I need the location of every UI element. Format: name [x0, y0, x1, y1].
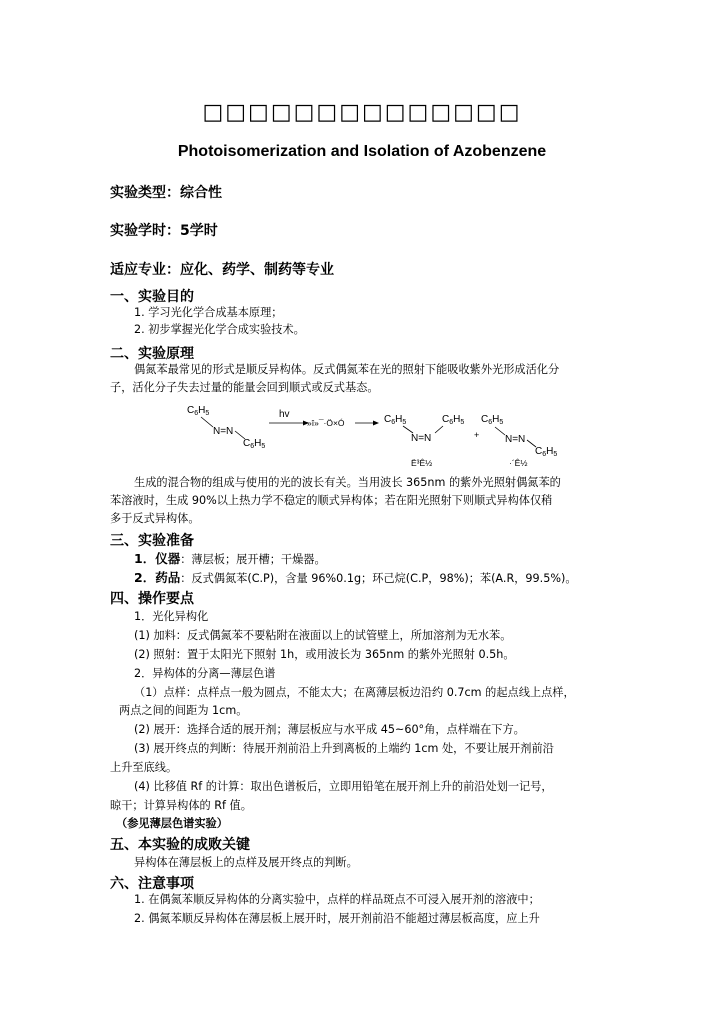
subheading: 2．异构体的分离—薄层色谱	[134, 667, 276, 680]
section-heading-notes: 六、注意事项	[110, 876, 194, 892]
document-title-cn: □□□□□□□□□□□□□□	[202, 100, 522, 125]
meta-applicable-majors: 适应专业：应化、药学、制药等专业	[110, 262, 334, 278]
meta-experiment-hours: 实验学时：5学时	[110, 223, 218, 239]
paragraph-line: 异构体在薄层板上的点样及展开终点的判断。	[134, 856, 358, 869]
azo-group-label: N=N	[213, 426, 234, 437]
svg-text:N=N: N=N	[505, 434, 526, 445]
procedure-line: 晾干；计算异构体的 Rf 值。	[110, 799, 252, 812]
hv-label: hv	[279, 409, 290, 420]
procedure-line: (1) 加料：反式偶氮苯不要粘附在液面以上的试管壁上，所加溶剂为无水苯。	[134, 629, 512, 642]
document-title-en: Photoisomerization and Isolation of Azobenzene	[177, 143, 547, 160]
list-item: 2. 偶氮苯顺反异构体在薄层板上展开时，展开剂前沿不能超过薄层板高度，应上升	[134, 912, 540, 925]
cis-label: Ë³Ê½	[411, 458, 433, 468]
phenyl-label: $C_6H_5$	[187, 405, 210, 417]
section-heading-procedure: 四、操作要点	[110, 591, 194, 607]
trans-azobenzene-product	[481, 414, 557, 468]
reaction-scheme-diagram	[185, 403, 575, 475]
instrument-text: ：薄层板；展开槽；干燥器。	[180, 553, 326, 566]
list-item: 1. 在偶氮苯顺反异构体的分离实验中，点样的样品斑点不可浸入展开剂的溶液中；	[134, 893, 540, 906]
section-heading-purpose: 一、实验目的	[110, 289, 194, 305]
procedure-line: （1）点样：点样点一般为圆点，不能太大；在离薄层板边沿约 0.7cm 的起点线上点样，	[134, 686, 575, 699]
paragraph-line: 子，活化分子失去过量的能量会回到顺式或反式基态。	[110, 381, 379, 394]
cross-reference-note: （参见薄层色谱实验）	[116, 817, 228, 830]
section-heading-key-points: 五、本实验的成败关键	[110, 837, 250, 853]
instrument-label: 1．仪器	[134, 551, 181, 566]
reagent-line	[134, 570, 577, 587]
paragraph-line: 偶氮苯最常见的形式是顺反异构体。反式偶氮苯在光的照射下能吸收紫外光形成活化分	[134, 363, 560, 376]
section-heading-principle: 二、实验原理	[110, 346, 194, 362]
plus-sign: +	[474, 430, 480, 440]
svg-text:C6H5: $C_6H_5$	[442, 414, 465, 426]
instrument-line	[134, 551, 326, 568]
procedure-line: 两点之间的间距为 1cm。	[119, 704, 248, 717]
list-item: 1. 学习光化学合成基本原理；	[134, 306, 283, 319]
svg-text:C6H5: $C_6H_5$	[481, 414, 504, 426]
paragraph-line: 苯溶液时，生成 90%以上热力学不稳定的顺式异构体；若在阳光照射下则顺式异构体仅稍	[110, 494, 553, 507]
procedure-line: (2) 展开：选择合适的展开剂；薄层板应与水平成 45~60°角，点样端在下方。	[134, 723, 525, 736]
paragraph-line: 生成的混合物的组成与使用的光的波长有关。当用波长 365nm 的紫外光照射偶氮苯的	[134, 476, 561, 489]
trans-azobenzene-structure	[187, 405, 265, 450]
paragraph-line: 多于反式异构体。	[110, 512, 200, 525]
procedure-line: 上升至底线。	[110, 761, 178, 774]
reagent-label: 2．药品	[134, 570, 181, 585]
procedure-line: (4) 比移值 Rf 的计算：取出色谱板后，立即用铅笔在展开剂上升的前沿处划一记号，	[134, 780, 553, 793]
garbled-intermediate-label: »î»¯·Ö×Ó	[307, 418, 345, 428]
svg-text:C6H5: $C_6H_5$	[384, 414, 407, 426]
reagent-text: ：反式偶氮苯(C.P)，含量 96%0.1g；环己烷(C.P，98%)；苯(A.R，99.5%)。	[180, 572, 577, 585]
list-item: 2. 初步掌握光化学合成实验技术。	[134, 323, 305, 336]
cis-azobenzene-structure	[384, 414, 464, 468]
meta-experiment-type: 实验类型：综合性	[110, 185, 222, 201]
svg-text:N=N: N=N	[411, 433, 432, 444]
subheading: 1．光化异构化	[134, 610, 209, 623]
procedure-line: (2) 照射：置于太阳光下照射 1h，或用波长为 365nm 的紫外光照射 0.5h。	[134, 648, 515, 661]
svg-text:C6H5: $C_6H_5$	[535, 446, 558, 458]
procedure-line: (3) 展开终点的判断：待展开剂前沿上升到离板的上端约 1cm 处，不要让展开剂前沿	[134, 742, 554, 755]
section-heading-preparation: 三、实验准备	[110, 533, 194, 549]
phenyl-label: $C_6H_5$	[243, 438, 266, 450]
trans-label: ·´Ê½	[509, 458, 528, 468]
